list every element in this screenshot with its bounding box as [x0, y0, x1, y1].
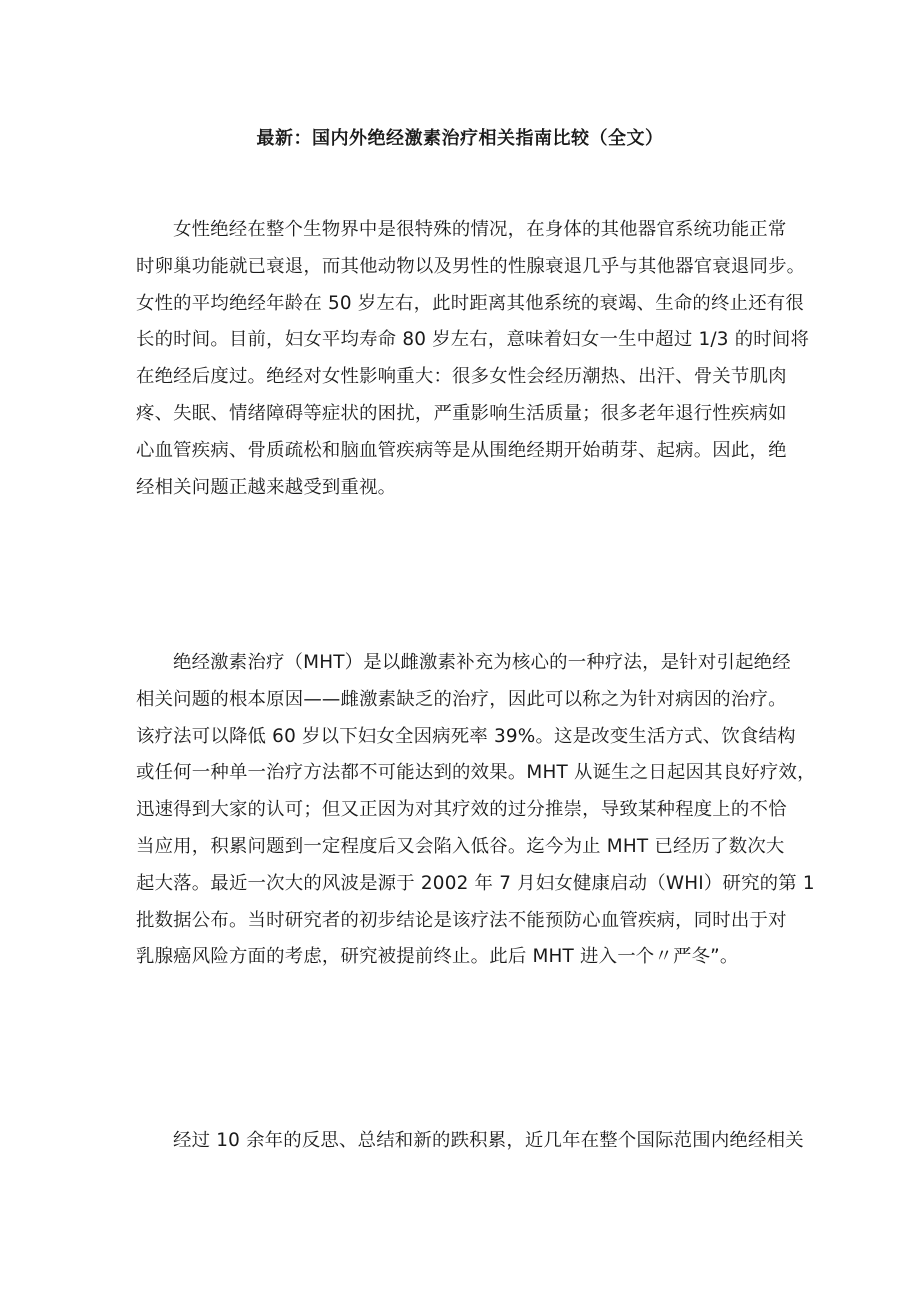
paragraph-1 — [136, 212, 810, 506]
paragraph-line: 绝经激素治疗（MHT）是以雌激素补充为核心的一种疗法，是针对引起绝经 — [173, 652, 791, 673]
paragraph-line: 心血管疾病、骨质疏松和脑血管疾病等是从围绝经期开始萌芽、起病。因此，绝 — [136, 439, 787, 461]
paragraph-3 — [136, 1123, 804, 1160]
paragraph-line: 该疗法可以降低 60 岁以下妇女全因病死率 39%。这是改变生活方式、饮食结构 — [136, 725, 796, 747]
paragraph-line: 或任何一种单一治疗方法都不可能达到的效果。MHT 从诞生之日起因其良好疗效， — [136, 762, 816, 784]
paragraph-line: 女性绝经在整个生物界中是很特殊的情况，在身体的其他器官系统功能正常 — [173, 219, 787, 240]
paragraph-line: 乳腺癌风险方面的考虑，研究被提前终止。此后 MHT 进入一个〃严冬”。 — [136, 946, 739, 968]
paragraph-line: 时卵巢功能就已衰退，而其他动物以及男性的性腺衰退几乎与其他器官衰退同步。 — [136, 255, 806, 277]
paragraph-line: 经相关问题正越来越受到重视。 — [136, 476, 397, 498]
paragraph-line: 迅速得到大家的认可；但又正因为对其疗效的过分推崇，导致某种程度上的不恰 — [136, 799, 787, 821]
paragraph-line: 相关问题的根本原因——雌激素缺乏的治疗，因此可以称之为针对病因的治疗。 — [136, 688, 787, 710]
paragraph-line: 疼、失眠、情绪障碍等症状的困扰，严重影响生活质量；很多老年退行性疾病如 — [136, 402, 787, 424]
paragraph-line: 批数据公布。当时研究者的初步结论是该疗法不能预防心血管疾病，同时出于对 — [136, 909, 787, 931]
paragraph-line: 当应用，积累问题到一定程度后又会陷入低谷。迄今为止 MHT 已经历了数次大 — [136, 835, 785, 857]
paragraph-line: 长的时间。目前，妇女平均寿命 80 岁左右，意味着妇女一生中超过 1/3 的时间将 — [136, 329, 810, 351]
paragraph-line: 在绝经后度过。绝经对女性影响重大：很多女性会经历潮热、出汗、骨关节肌肉 — [136, 366, 787, 388]
document-title: 最新：国内外绝经激素治疗相关指南比较（全文） — [256, 128, 664, 149]
paragraph-2 — [136, 645, 816, 976]
paragraph-line: 经过 10 余年的反思、总结和新的跌积累，近几年在整个国际范围内绝经相关 — [173, 1130, 804, 1151]
paragraph-line: 起大落。最近一次大的风波是源于 2002 年 7 月妇女健康启动（WHI）研究的第 1 — [136, 872, 815, 894]
paragraph-line: 女性的平均绝经年龄在 50 岁左右，此时距离其他系统的衰竭、生命的终止还有很 — [136, 292, 804, 314]
